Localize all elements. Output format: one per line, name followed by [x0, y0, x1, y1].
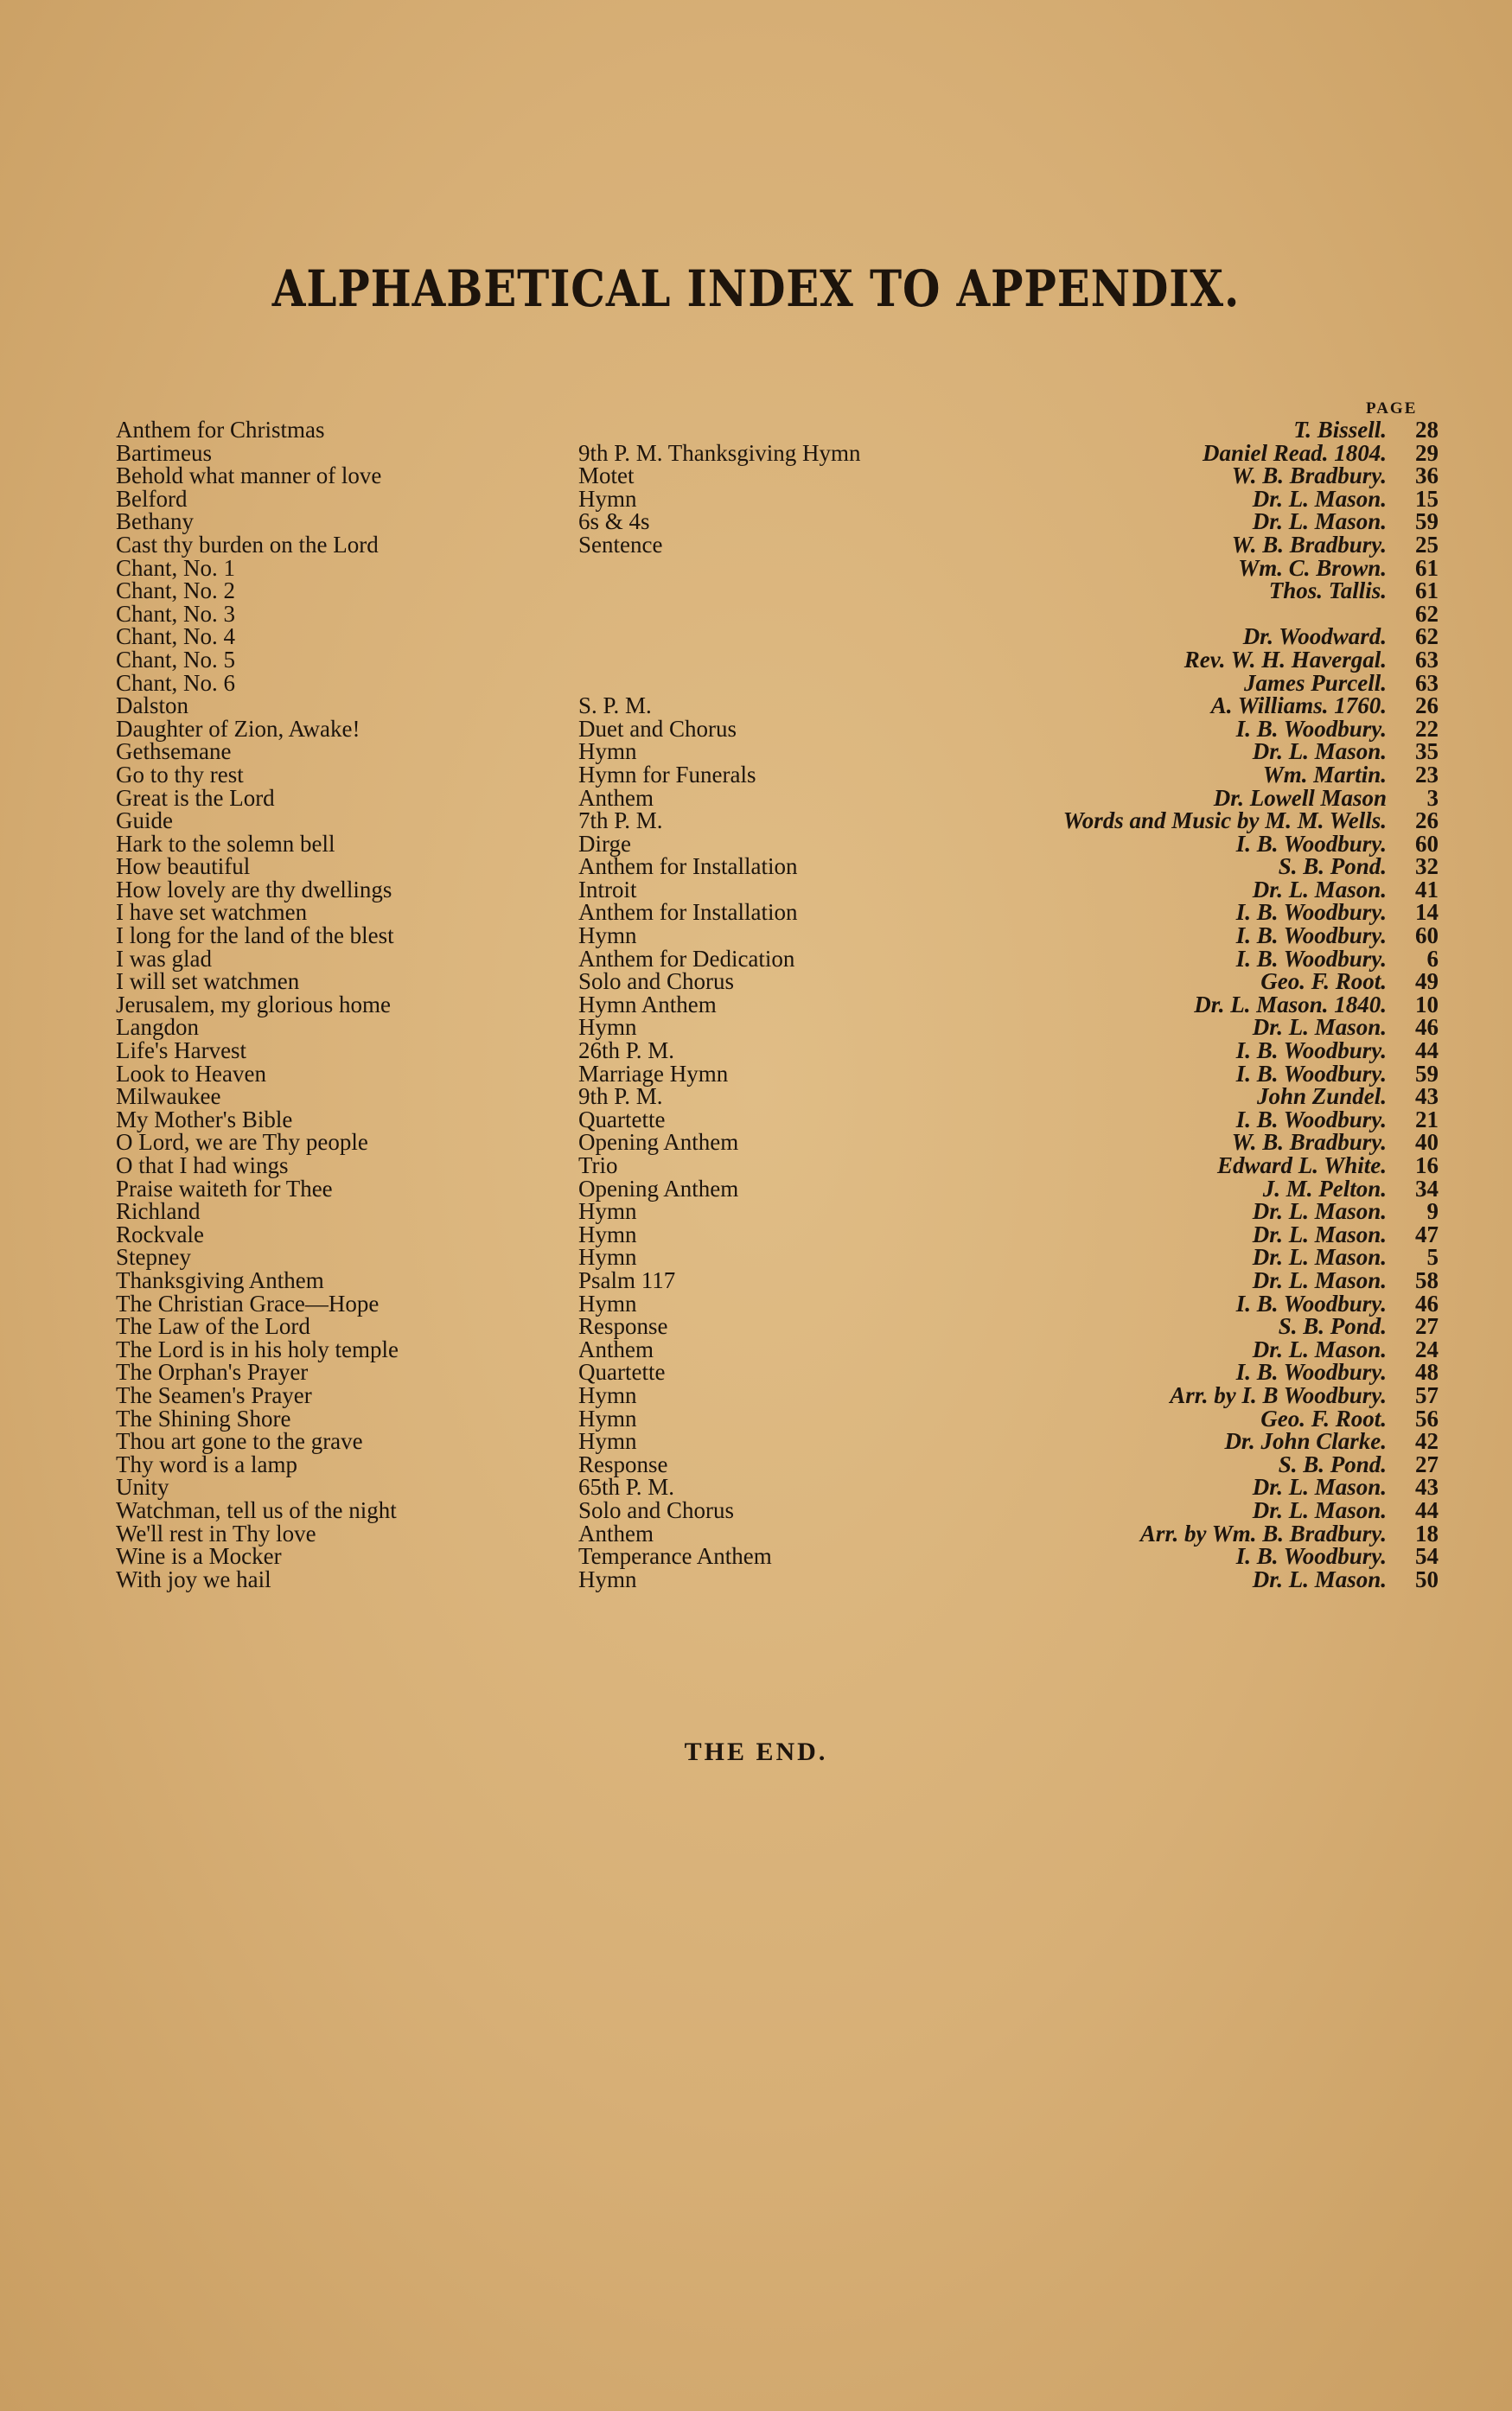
- entry-author: Words and Music by M. M. Wells.: [1062, 807, 1387, 834]
- entry-author: Dr. L. Mason.: [1252, 1566, 1387, 1592]
- entry-page: 27: [1415, 1451, 1439, 1477]
- index-entry: [116, 1496, 1439, 1523]
- entry-title: I have set watchmen: [116, 899, 308, 926]
- entry-page: 41: [1415, 876, 1439, 903]
- entry-title: The Christian Grace—Hope: [116, 1290, 380, 1317]
- entry-title: Anthem for Christmas: [116, 417, 325, 443]
- entry-page: 49: [1415, 968, 1439, 995]
- entry-page: 22: [1415, 715, 1439, 742]
- index-entry: [116, 809, 1439, 832]
- entry-title: Jerusalem, my glorious home: [116, 991, 391, 1017]
- index-entry: [116, 1154, 1439, 1177]
- entry-kind: Anthem: [578, 1336, 654, 1362]
- index-entry: [116, 901, 1439, 924]
- entry-page: 3: [1426, 784, 1439, 811]
- entry-kind: Anthem: [578, 784, 654, 811]
- entry-author: I. B. Woodbury.: [1235, 715, 1387, 742]
- entry-title: The Orphan's Prayer: [116, 1359, 309, 1386]
- entry-page: 5: [1426, 1244, 1439, 1271]
- entry-title: Richland: [116, 1198, 201, 1225]
- entry-kind: Hymn: [578, 1198, 637, 1225]
- entry-page: 60: [1415, 922, 1439, 949]
- entry-page: 6: [1426, 945, 1439, 972]
- entry-title: Behold what manner of love: [116, 462, 382, 489]
- index-entry: [116, 418, 1439, 442]
- index-entry: [116, 1568, 1439, 1591]
- index-list: [116, 418, 1439, 1591]
- entry-page: 47: [1415, 1221, 1439, 1247]
- entry-title: Hark to the solemn bell: [116, 830, 335, 857]
- index-entry: [116, 485, 1439, 512]
- entry-title: I will set watchmen: [116, 968, 300, 995]
- entry-kind: Response: [578, 1313, 668, 1340]
- index-entry: [116, 1476, 1439, 1499]
- entry-title: Rockvale: [116, 1221, 204, 1247]
- entry-author: W. B. Bradbury.: [1231, 1129, 1387, 1156]
- entry-kind: Duet and Chorus: [578, 715, 737, 742]
- entry-kind: Hymn: [578, 485, 637, 512]
- entry-author: J. M. Pelton.: [1262, 1175, 1387, 1202]
- entry-page: 54: [1415, 1543, 1439, 1570]
- entry-title: Dalston: [116, 692, 188, 719]
- entry-kind: 6s & 4s: [578, 508, 650, 535]
- entry-page: 63: [1415, 646, 1439, 673]
- entry-kind: Anthem for Dedication: [578, 945, 795, 972]
- entry-kind: Sentence: [578, 531, 663, 558]
- entry-author: Dr. L. Mason.: [1252, 1244, 1387, 1271]
- index-entry: [116, 784, 1439, 811]
- index-entry: [116, 600, 1439, 627]
- index-entry: [116, 625, 1439, 648]
- entry-title: Stepney: [116, 1244, 191, 1271]
- entry-title: Thou art gone to the grave: [116, 1428, 363, 1455]
- entry-page: 61: [1415, 577, 1439, 604]
- entry-page: 24: [1415, 1336, 1439, 1362]
- entry-title: Chant, No. 5: [116, 646, 235, 673]
- entry-page: 43: [1415, 1083, 1439, 1110]
- entry-page: 35: [1415, 738, 1439, 765]
- index-entry: [116, 947, 1439, 971]
- entry-author: W. B. Bradbury.: [1231, 531, 1387, 558]
- entry-kind: Hymn: [578, 1405, 637, 1432]
- entry-kind: Solo and Chorus: [578, 968, 735, 995]
- index-entry: [116, 763, 1439, 787]
- index-entry: [116, 439, 1439, 466]
- entry-page: 14: [1415, 899, 1439, 926]
- entry-author: Dr. L. Mason.: [1252, 1336, 1387, 1362]
- entry-author: Dr. L. Mason.: [1252, 1221, 1387, 1247]
- entry-author: I. B. Woodbury.: [1235, 1543, 1387, 1570]
- entry-author: I. B. Woodbury.: [1235, 1290, 1387, 1317]
- index-entry: [116, 554, 1439, 581]
- index-entry: [116, 1108, 1439, 1132]
- entry-author: A. Williams. 1760.: [1210, 692, 1387, 719]
- index-entry: [116, 1361, 1439, 1384]
- index-entry: [116, 1545, 1439, 1568]
- entry-page: 44: [1415, 1037, 1439, 1064]
- entry-author: Geo. F. Root.: [1260, 1405, 1387, 1432]
- entry-kind: Hymn for Funerals: [578, 761, 756, 788]
- entry-title: Langdon: [116, 1014, 199, 1041]
- entry-page: 10: [1415, 991, 1439, 1017]
- entry-kind: 9th P. M.: [578, 1083, 663, 1110]
- entry-kind: Hymn Anthem: [578, 991, 717, 1017]
- entry-page: 25: [1415, 531, 1439, 558]
- entry-author: Wm. Martin.: [1262, 761, 1387, 788]
- entry-title: Chant, No. 4: [116, 623, 235, 650]
- index-entry: [116, 1453, 1439, 1477]
- entry-page: 57: [1415, 1381, 1439, 1408]
- index-entry: [116, 1223, 1439, 1247]
- entry-title: Look to Heaven: [116, 1060, 266, 1087]
- index-entry: [116, 1131, 1439, 1154]
- entry-kind: Hymn: [578, 1428, 637, 1455]
- index-entry: [116, 669, 1439, 696]
- entry-page: 46: [1415, 1290, 1439, 1317]
- entry-title: We'll rest in Thy love: [116, 1520, 316, 1547]
- the-end-footer: THE END.: [684, 1738, 828, 1766]
- entry-title: My Mother's Bible: [116, 1106, 293, 1132]
- entry-title: Cast thy burden on the Lord: [116, 531, 379, 558]
- entry-author: Arr. by I. B Woodbury.: [1170, 1381, 1387, 1408]
- index-entry: [116, 924, 1439, 947]
- entry-author: I. B. Woodbury.: [1235, 1106, 1387, 1132]
- entry-title: How lovely are thy dwellings: [116, 876, 392, 903]
- entry-author: I. B. Woodbury.: [1235, 945, 1387, 972]
- entry-author: Dr. L. Mason.: [1252, 1198, 1387, 1225]
- index-entry: [116, 648, 1439, 672]
- entry-kind: Hymn: [578, 1221, 637, 1247]
- index-entry: [116, 1266, 1439, 1293]
- entry-page: 62: [1415, 623, 1439, 650]
- entry-kind: Hymn: [578, 1290, 637, 1317]
- index-entry: [116, 1246, 1439, 1269]
- entry-author: Dr. L. Mason.: [1252, 1474, 1387, 1501]
- entry-kind: S. P. M.: [578, 692, 652, 719]
- entry-author: I. B. Woodbury.: [1235, 922, 1387, 949]
- entry-author: Dr. L. Mason.: [1252, 1496, 1387, 1523]
- entry-kind: Hymn: [578, 1244, 637, 1271]
- entry-title: Watchman, tell us of the night: [116, 1496, 397, 1523]
- entry-title: The Law of the Lord: [116, 1313, 310, 1340]
- entry-author: Dr. Woodward.: [1242, 623, 1387, 650]
- index-entry: [116, 740, 1439, 763]
- entry-kind: Anthem for Installation: [578, 853, 798, 880]
- entry-author: Dr. L. Mason.: [1252, 1014, 1387, 1041]
- entry-author: I. B. Woodbury.: [1235, 1060, 1387, 1087]
- entry-kind: Trio: [578, 1152, 618, 1178]
- entry-title: Chant, No. 3: [116, 600, 235, 627]
- entry-kind: Hymn: [578, 738, 637, 765]
- entry-title: Chant, No. 2: [116, 577, 235, 604]
- entry-title: Chant, No. 1: [116, 554, 235, 581]
- entry-title: With joy we hail: [116, 1566, 271, 1592]
- index-entry: [116, 510, 1439, 533]
- index-entry: [116, 694, 1439, 718]
- index-entry: [116, 1016, 1439, 1039]
- entry-page: 62: [1415, 600, 1439, 627]
- entry-kind: 65th P. M.: [578, 1474, 675, 1501]
- entry-page: 63: [1415, 669, 1439, 696]
- entry-author: Daniel Read. 1804.: [1203, 439, 1387, 466]
- entry-title: I long for the land of the blest: [116, 922, 394, 949]
- index-entry: [116, 1292, 1439, 1316]
- entry-page: 29: [1415, 439, 1439, 466]
- entry-author: I. B. Woodbury.: [1235, 830, 1387, 857]
- entry-author: W. B. Bradbury.: [1231, 462, 1387, 489]
- entry-kind: Hymn: [578, 1566, 637, 1592]
- entry-kind: 26th P. M.: [578, 1037, 675, 1064]
- entry-author: Dr. L. Mason.: [1252, 508, 1387, 535]
- entry-page: 46: [1415, 1014, 1439, 1041]
- entry-page: 40: [1415, 1129, 1439, 1156]
- entry-page: 18: [1415, 1520, 1439, 1547]
- entry-title: Daughter of Zion, Awake!: [116, 715, 360, 742]
- entry-author: Edward L. White.: [1216, 1152, 1387, 1178]
- index-entry: [116, 878, 1439, 902]
- entry-author: Dr. L. Mason.: [1252, 485, 1387, 512]
- entry-title: Unity: [116, 1474, 169, 1501]
- entry-title: Praise waiteth for Thee: [116, 1175, 333, 1202]
- entry-author: T. Bissell.: [1293, 417, 1387, 443]
- index-entry: [116, 1315, 1439, 1338]
- entry-author: S. B. Pond.: [1278, 853, 1387, 880]
- entry-title: Thanksgiving Anthem: [116, 1266, 324, 1293]
- entry-page: 36: [1415, 462, 1439, 489]
- entry-page: 42: [1415, 1428, 1439, 1455]
- entry-author: Arr. by Wm. B. Bradbury.: [1139, 1520, 1387, 1547]
- entry-author: Rev. W. H. Havergal.: [1183, 646, 1387, 673]
- entry-page: 56: [1415, 1405, 1439, 1432]
- entry-page: 15: [1415, 485, 1439, 512]
- entry-title: Bethany: [116, 508, 194, 535]
- index-entry: [116, 1177, 1439, 1201]
- entry-kind: Opening Anthem: [578, 1129, 739, 1156]
- entry-kind: Temperance Anthem: [578, 1543, 772, 1570]
- entry-author: Dr. John Clarke.: [1224, 1428, 1387, 1455]
- page-column-header: PAGE: [1366, 399, 1418, 418]
- entry-title: Belford: [116, 485, 188, 512]
- entry-author: James Purcell.: [1244, 669, 1387, 696]
- entry-page: 23: [1415, 761, 1439, 788]
- entry-author: S. B. Pond.: [1278, 1451, 1387, 1477]
- entry-title: How beautiful: [116, 853, 251, 880]
- index-entry: [116, 533, 1439, 557]
- entry-kind: Dirge: [578, 830, 631, 857]
- entry-kind: Anthem for Installation: [578, 899, 798, 926]
- entry-kind: Hymn: [578, 1381, 637, 1408]
- page-title: ALPHABETICAL INDEX TO APPENDIX.: [271, 259, 1241, 318]
- entry-kind: Anthem: [578, 1520, 654, 1547]
- entry-author: I. B. Woodbury.: [1235, 899, 1387, 926]
- index-entry: [116, 1407, 1439, 1431]
- index-entry: [116, 715, 1439, 742]
- entry-page: 9: [1426, 1198, 1439, 1225]
- entry-author: S. B. Pond.: [1278, 1313, 1387, 1340]
- entry-author: Wm. C. Brown.: [1238, 554, 1387, 581]
- entry-title: Gethsemane: [116, 738, 232, 765]
- entry-author: Thos. Tallis.: [1268, 577, 1387, 604]
- entry-title: Thy word is a lamp: [116, 1451, 297, 1477]
- entry-page: 16: [1415, 1152, 1439, 1178]
- entry-page: 32: [1415, 853, 1439, 880]
- entry-title: Chant, No. 6: [116, 669, 235, 696]
- index-entry: [116, 855, 1439, 878]
- entry-kind: Hymn: [578, 922, 637, 949]
- entry-title: The Shining Shore: [116, 1405, 291, 1432]
- entry-kind: Motet: [578, 462, 635, 489]
- entry-title: Milwaukee: [116, 1083, 221, 1110]
- entry-kind: Solo and Chorus: [578, 1496, 735, 1523]
- entry-title: Wine is a Mocker: [116, 1543, 282, 1570]
- entry-page: 26: [1415, 692, 1439, 719]
- entry-kind: Response: [578, 1451, 668, 1477]
- entry-title: I was glad: [116, 945, 212, 972]
- entry-author: I. B. Woodbury.: [1235, 1359, 1387, 1386]
- entry-page: 26: [1415, 807, 1439, 834]
- entry-author: Dr. L. Mason.: [1252, 876, 1387, 903]
- entry-page: 21: [1415, 1106, 1439, 1132]
- entry-author: Dr. Lowell Mason: [1213, 784, 1387, 811]
- entry-kind: Introit: [578, 876, 637, 903]
- index-entry: [116, 464, 1439, 488]
- entry-kind: Opening Anthem: [578, 1175, 739, 1202]
- entry-title: Life's Harvest: [116, 1037, 247, 1064]
- index-entry: [116, 1200, 1439, 1223]
- entry-page: 50: [1415, 1566, 1439, 1592]
- entry-author: Geo. F. Root.: [1260, 968, 1387, 995]
- entry-kind: 9th P. M. Thanksgiving Hymn: [578, 439, 861, 466]
- index-entry: [116, 579, 1439, 603]
- entry-kind: Quartette: [578, 1359, 666, 1386]
- entry-author: Dr. L. Mason.: [1252, 1266, 1387, 1293]
- index-entry: [116, 1338, 1439, 1362]
- entry-page: 44: [1415, 1496, 1439, 1523]
- index-entry: [116, 1085, 1439, 1108]
- index-entry: [116, 1430, 1439, 1453]
- entry-page: 27: [1415, 1313, 1439, 1340]
- entry-author: John Zundel.: [1256, 1083, 1387, 1110]
- index-entry: [116, 1039, 1439, 1062]
- entry-author: Dr. L. Mason.: [1252, 738, 1387, 765]
- entry-title: Guide: [116, 807, 173, 834]
- entry-kind: Marriage Hymn: [578, 1060, 729, 1087]
- entry-kind: Psalm 117: [578, 1266, 676, 1293]
- entry-kind: 7th P. M.: [578, 807, 663, 834]
- index-entry: [116, 993, 1439, 1017]
- entry-page: 48: [1415, 1359, 1439, 1386]
- index-entry: [116, 1522, 1439, 1546]
- entry-page: 61: [1415, 554, 1439, 581]
- entry-title: Great is the Lord: [116, 784, 275, 811]
- index-entry: [116, 1381, 1439, 1408]
- index-entry: [116, 970, 1439, 993]
- index-entry: [116, 1062, 1439, 1086]
- entry-title: The Seamen's Prayer: [116, 1381, 312, 1408]
- entry-title: The Lord is in his holy temple: [116, 1336, 399, 1362]
- entry-kind: Hymn: [578, 1014, 637, 1041]
- entry-page: 58: [1415, 1266, 1439, 1293]
- entry-title: Go to thy rest: [116, 761, 244, 788]
- entry-author: Dr. L. Mason. 1840.: [1194, 991, 1387, 1017]
- entry-author: I. B. Woodbury.: [1235, 1037, 1387, 1064]
- entry-page: 43: [1415, 1474, 1439, 1501]
- entry-title: O that I had wings: [116, 1152, 289, 1178]
- entry-page: 59: [1415, 508, 1439, 535]
- index-entry: [116, 832, 1439, 856]
- entry-kind: Quartette: [578, 1106, 666, 1132]
- entry-title: O Lord, we are Thy people: [116, 1129, 368, 1156]
- entry-page: 28: [1415, 417, 1439, 443]
- entry-title: Bartimeus: [116, 439, 212, 466]
- entry-page: 34: [1415, 1175, 1439, 1202]
- entry-page: 59: [1415, 1060, 1439, 1087]
- entry-page: 60: [1415, 830, 1439, 857]
